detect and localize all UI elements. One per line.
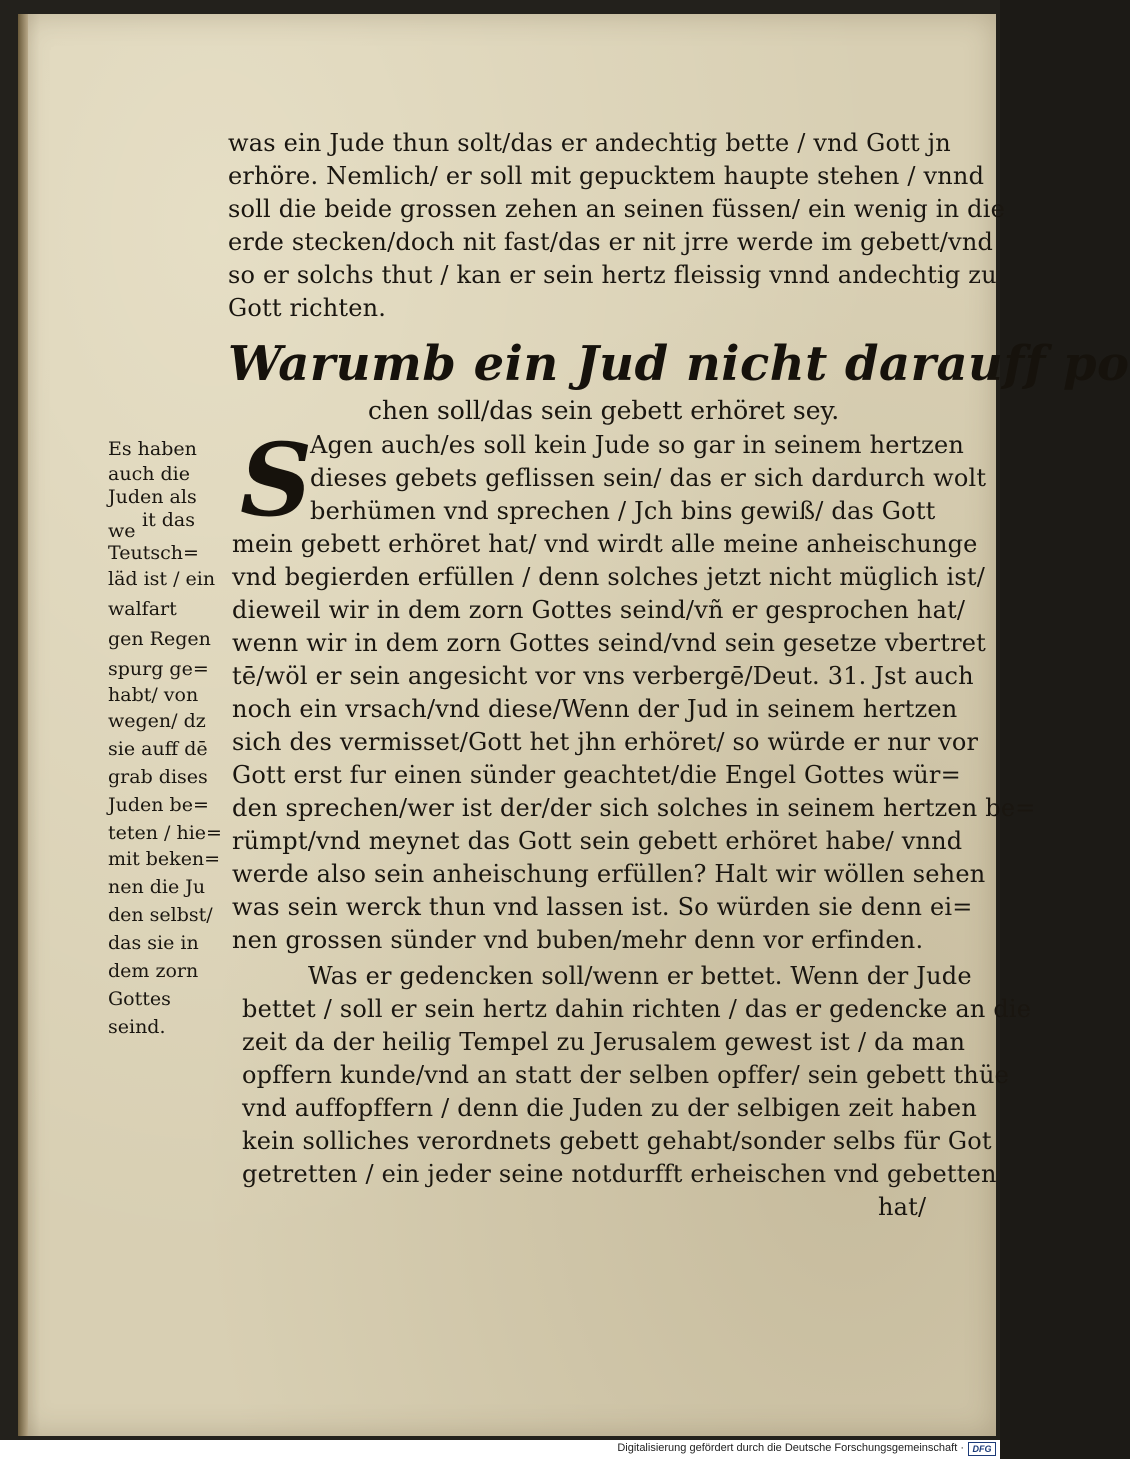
text-line: bettet / soll er sein hertz dahin richten / das er gedencke an die <box>242 995 1032 1023</box>
text-line: was sein werck thun vnd lassen ist. So würden sie denn ei= <box>232 893 973 921</box>
text-line: vnd auffopffern / denn die Juden zu der selbigen zeit haben <box>242 1094 977 1122</box>
section-heading: Warumb ein Jud nicht darauff po <box>228 336 1130 392</box>
drop-cap-initial: S <box>240 421 313 539</box>
text-line: dieses gebets geflissen sein/ das er sich dardurch wolt <box>310 464 987 492</box>
text-line: opffern kunde/vnd an statt der selben opffer/ sein gebett thüe <box>242 1061 1010 1089</box>
margin-line: gen Regen <box>108 628 211 650</box>
margin-line: wegen/ dz <box>108 710 206 732</box>
text-line: soll die beide grossen zehen an seinen füssen/ ein wenig in die <box>228 195 1005 223</box>
margin-line: grab dises <box>108 766 208 788</box>
footer-bar <box>0 1440 1000 1459</box>
text-line: so er solchs thut / kan er sein hertz fleissig vnnd andechtig zu <box>228 261 997 289</box>
margin-line: Juden als <box>108 486 197 508</box>
text-line: vnd begierden erfüllen / denn solches jetzt nicht müglich ist/ <box>232 563 986 591</box>
text-line: hat/ <box>878 1193 927 1221</box>
text-line: werde also sein anheischung erfüllen? Halt wir wöllen sehen <box>232 860 986 888</box>
page-spine-shadow <box>18 14 28 1436</box>
margin-line: sie auff dē <box>108 738 208 760</box>
margin-line: it das <box>142 509 195 531</box>
margin-line: Gottes <box>108 988 171 1010</box>
text-line: dieweil wir in dem zorn Gottes seind/vñ er gesprochen hat/ <box>232 596 966 624</box>
margin-line: nen die Ju <box>108 876 206 898</box>
dfg-logo-icon: DFG <box>968 1442 996 1456</box>
section-subheading: chen soll/das sein gebett erhöret sey. <box>368 396 840 425</box>
text-line: Was er gedencken soll/wenn er bettet. Wenn der Jude <box>308 962 972 990</box>
margin-line: auch die <box>108 463 190 485</box>
text-line: getretten / ein jeder seine notdurfft erheischen vnd gebetten <box>242 1160 997 1188</box>
text-line: tē/wöl er sein angesicht vor vns verbergē/Deut. 31. Jst auch <box>232 662 974 690</box>
text-line: kein solliches verordnets gebett gehabt/sonder selbs für Got <box>242 1127 992 1155</box>
text-line: erde stecken/doch nit fast/das er nit jrre werde im gebett/vnd <box>228 228 994 256</box>
text-line: noch ein vrsach/vnd diese/Wenn der Jud in seinem hertzen <box>232 695 958 723</box>
text-line: Gott richten. <box>228 294 387 322</box>
text-line: erhöre. Nemlich/ er soll mit gepucktem haupte stehen / vnnd <box>228 162 985 190</box>
margin-line: teten / hie= <box>108 822 222 844</box>
text-line: wenn wir in dem zorn Gottes seind/vnd sein gesetze vbertret <box>232 629 986 657</box>
margin-line: das sie in <box>108 932 199 954</box>
text-line: zeit da der heilig Tempel zu Jerusalem gewest ist / da man <box>242 1028 966 1056</box>
text-line: den sprechen/wer ist der/der sich solches in seinem hertzen be= <box>232 794 1036 822</box>
margin-line: habt/ von <box>108 684 199 706</box>
text-line: mein gebett erhöret hat/ vnd wirdt alle meine anheischunge <box>232 530 978 558</box>
margin-line: läd ist / ein <box>108 568 216 590</box>
margin-line: dem zorn <box>108 960 199 982</box>
text-line: rümpt/vnd meynet das Gott sein gebett erhöret habe/ vnnd <box>232 827 963 855</box>
text-line: sich des vermisset/Gott het jhn erhöret/ so würde er nur vor <box>232 728 979 756</box>
text-line: berhümen vnd sprechen / Jch bins gewiß/ das Gott <box>310 497 936 525</box>
funding-credit: Digitalisierung gefördert durch die Deutsche Forschungsgemeinschaft · <box>617 1442 964 1454</box>
text-line: Gott erst fur einen sünder geachtet/die Engel Gottes wür= <box>232 761 961 789</box>
margin-line: den selbst/ <box>108 904 213 926</box>
margin-line: walfart <box>108 598 177 620</box>
margin-line: Juden be= <box>108 794 209 816</box>
margin-line: spurg ge= <box>108 658 209 680</box>
margin-line: Teutsch= <box>108 542 199 564</box>
text-line: nen grossen sünder vnd buben/mehr denn vor erfinden. <box>232 926 924 954</box>
margin-line: mit beken= <box>108 848 221 870</box>
text-line: was ein Jude thun solt/das er andechtig bette / vnd Gott jn <box>228 129 951 157</box>
margin-line: we <box>108 520 136 542</box>
text-line: Agen auch/es soll kein Jude so gar in seinem hertzen <box>310 431 965 459</box>
margin-line: seind. <box>108 1016 166 1038</box>
margin-line: Es haben <box>108 438 197 460</box>
